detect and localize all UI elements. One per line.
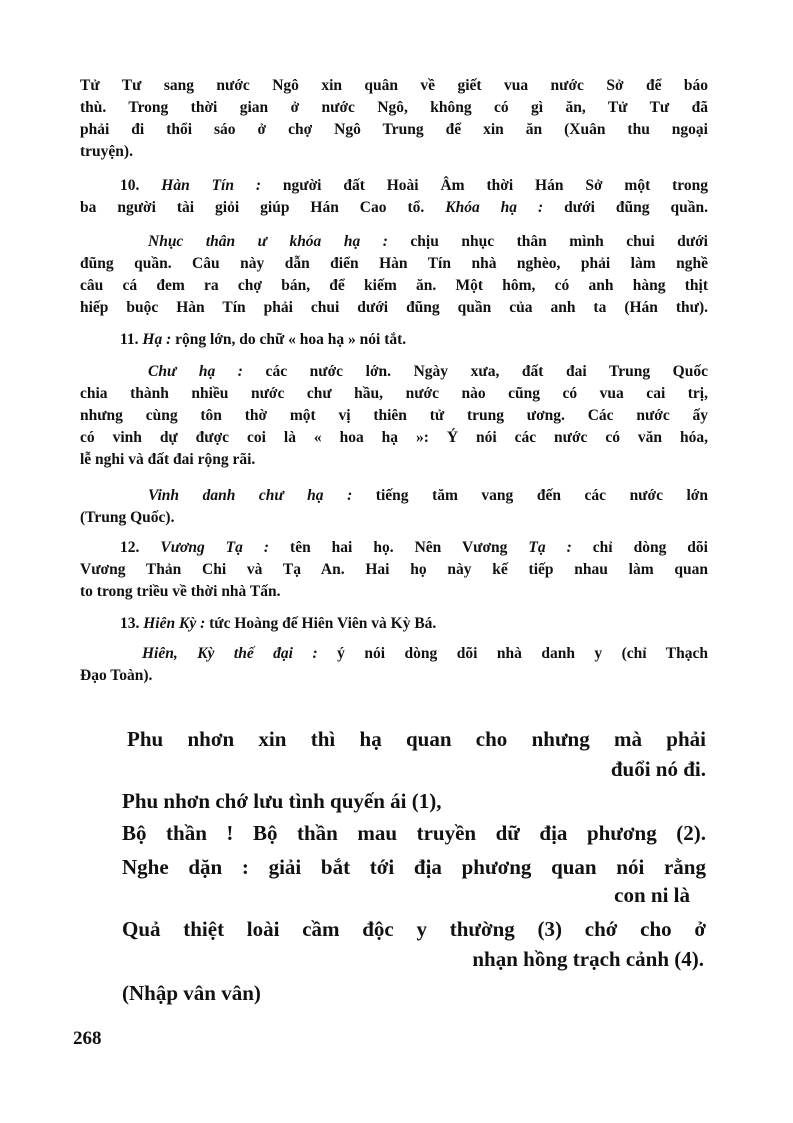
line-text: Nghe dặn : giải bắt tới địa phương quan nói rằng bbox=[122, 855, 706, 879]
line-text: truyện). bbox=[80, 143, 133, 160]
line-text: ý nói dòng dõi nhà danh y (chỉ Thạch bbox=[317, 645, 709, 662]
text-line bbox=[120, 176, 708, 196]
line-text: tiếng tăm vang đến các nước lớn bbox=[352, 487, 708, 504]
line-text: 11. bbox=[120, 331, 143, 348]
line-text: Đạo Toàn). bbox=[80, 667, 153, 684]
line-text: Bộ thần ! Bộ thần mau truyền dữ địa phương (2). bbox=[122, 821, 706, 845]
text-line bbox=[80, 666, 708, 686]
line-text: hiếp buộc Hàn Tín phải chui dưới đũng quần của anh ta (Hán thư). bbox=[80, 299, 708, 316]
italic-term: Hiên Kỳ : bbox=[143, 615, 206, 632]
italic-term: Vinh danh chư hạ : bbox=[148, 487, 353, 504]
text-line bbox=[80, 508, 708, 528]
italic-term: Hàn Tín : bbox=[161, 177, 262, 194]
line-text: Tử Tư sang nước Ngô xin quân về giết vua nước Sở để báo bbox=[80, 77, 708, 94]
text-line bbox=[80, 560, 708, 580]
verse-line bbox=[122, 946, 704, 972]
line-text: (Trung Quốc). bbox=[80, 509, 175, 526]
line-text: Vương Thản Chi và Tạ An. Hai họ này kế tiếp nhau làm quan bbox=[80, 561, 708, 578]
line-text: chia thành nhiều nước chư hầu, nước nào cũng có vua cai trị, bbox=[80, 385, 708, 402]
line-text: chỉ dòng dõi bbox=[571, 539, 708, 556]
line-text: có vinh dự được coi là « hoa hạ »: Ý nói các nước có văn hóa, bbox=[80, 429, 708, 446]
text-line bbox=[148, 362, 708, 382]
line-text: Quả thiệt loài cầm độc y thường (3) chớ cho ở bbox=[122, 917, 706, 941]
text-line bbox=[120, 614, 708, 634]
line-text: Phu nhơn chớ lưu tình quyến ái (1), bbox=[122, 789, 442, 813]
text-line bbox=[120, 330, 708, 350]
line-text: đũng quần. Câu này dẫn điển Hàn Tín nhà nghèo, phải làm nghề bbox=[80, 255, 708, 272]
verse-line bbox=[122, 916, 706, 942]
text-line bbox=[80, 298, 708, 318]
italic-term: Tạ : bbox=[528, 539, 572, 556]
italic-term: Khóa hạ : bbox=[445, 199, 544, 216]
verse-line bbox=[122, 980, 706, 1006]
line-text: phải đi thổi sáo ở chợ Ngô Trung để xin ăn (Xuân thu ngoại bbox=[80, 121, 708, 138]
line-text: to trong triều về thời nhà Tấn. bbox=[80, 583, 281, 600]
text-line bbox=[80, 76, 708, 96]
text-line bbox=[80, 142, 708, 162]
text-line bbox=[142, 644, 708, 664]
text-line bbox=[80, 198, 708, 218]
line-text: dưới đũng quần. bbox=[543, 199, 708, 216]
line-text: ba người tài giỏi giúp Hán Cao tổ. bbox=[80, 199, 446, 216]
line-text: nhưng cùng tôn thờ một vị thiên tử trung ương. Các nước ấy bbox=[80, 407, 708, 424]
text-line bbox=[148, 232, 708, 252]
line-text: (Nhập vân vân) bbox=[122, 981, 261, 1005]
italic-term: Chư hạ : bbox=[148, 363, 243, 380]
line-text: 10. bbox=[120, 177, 162, 194]
text-line bbox=[148, 486, 708, 506]
line-text: đuổi nó đi. bbox=[610, 757, 706, 781]
line-text: Phu nhơn xin thì hạ quan cho nhưng mà phải bbox=[127, 727, 706, 751]
verse-line bbox=[122, 882, 690, 908]
italic-term: Hiên, Kỳ thế đại : bbox=[142, 645, 318, 662]
text-line bbox=[80, 98, 708, 118]
verse-line bbox=[127, 726, 706, 752]
line-text: nhạn hồng trạch cảnh (4). bbox=[472, 947, 704, 971]
verse-line bbox=[127, 756, 706, 782]
verse-line bbox=[122, 854, 706, 880]
verse-line bbox=[122, 820, 706, 846]
text-line bbox=[80, 120, 708, 140]
text-line bbox=[80, 254, 708, 274]
italic-term: Vương Tạ : bbox=[160, 539, 270, 556]
page-number: 268 bbox=[73, 1028, 102, 1049]
verse-line bbox=[122, 788, 706, 814]
line-text: lễ nghi và đất đai rộng rãi. bbox=[80, 451, 256, 468]
text-line bbox=[80, 406, 708, 426]
line-text: câu cá đem ra chợ bán, để kiếm ăn. Một hôm, có anh hàng thịt bbox=[80, 277, 708, 294]
text-line bbox=[120, 538, 708, 558]
text-line bbox=[80, 450, 708, 470]
text-line bbox=[80, 276, 708, 296]
line-text: chịu nhục thân mình chui dưới bbox=[387, 233, 708, 250]
line-text: tức Hoàng đế Hiên Viên và Kỳ Bá. bbox=[205, 615, 437, 632]
line-text: tên hai họ. Nên Vương bbox=[269, 539, 529, 556]
italic-term: Nhục thân ư khóa hạ : bbox=[148, 233, 388, 250]
line-text: người đất Hoài Âm thời Hán Sở một trong bbox=[261, 177, 709, 194]
line-text: 12. bbox=[120, 539, 161, 556]
italic-term: Hạ : bbox=[142, 331, 172, 348]
text-line bbox=[80, 428, 708, 448]
line-text: thù. Trong thời gian ở nước Ngô, không có gì ăn, Tử Tư đã bbox=[80, 99, 708, 116]
line-text: 13. bbox=[120, 615, 144, 632]
line-text: các nước lớn. Ngày xưa, đất đai Trung Quốc bbox=[242, 363, 708, 380]
text-line bbox=[80, 384, 708, 404]
line-text: con ni là bbox=[614, 883, 690, 907]
line-text: rộng lớn, do chữ « hoa hạ » nói tắt. bbox=[171, 331, 407, 348]
text-line bbox=[80, 582, 708, 602]
